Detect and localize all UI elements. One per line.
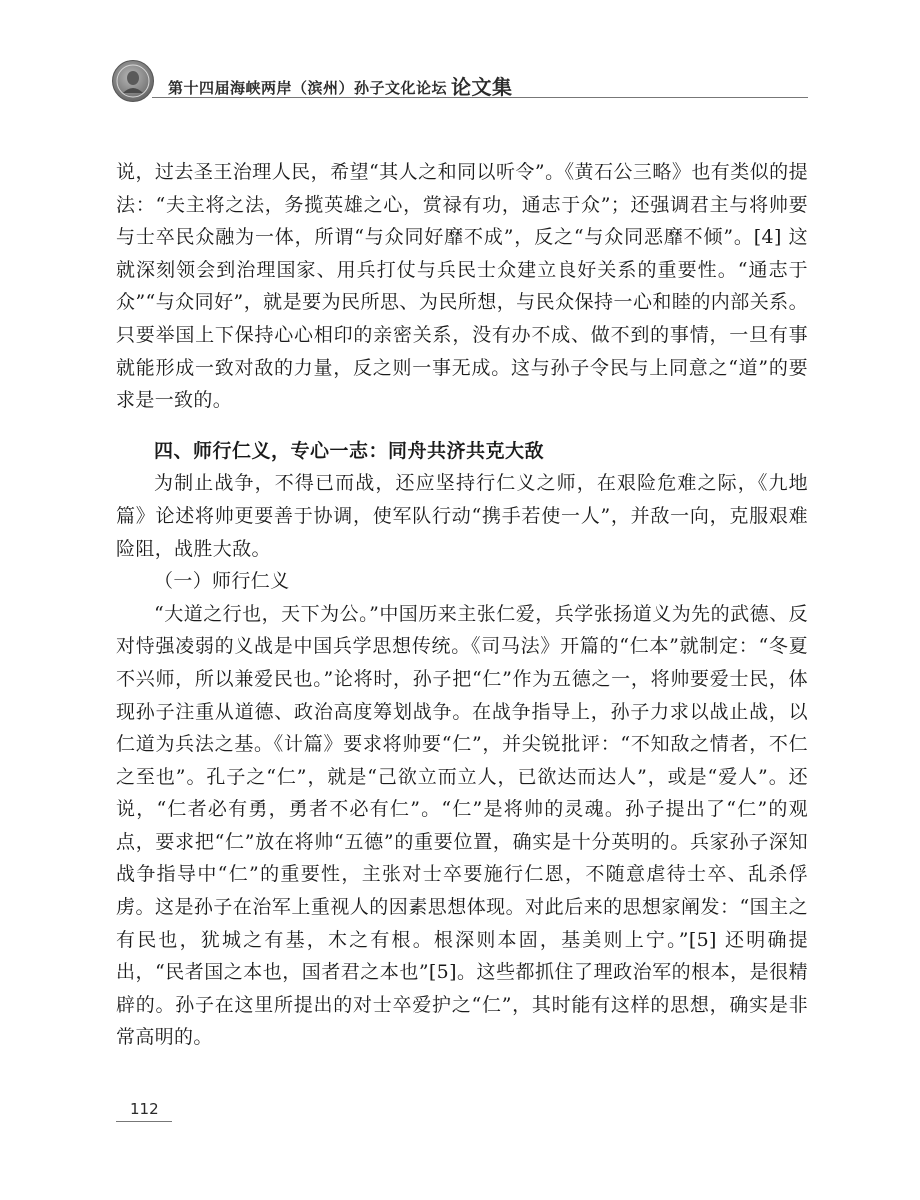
footer-divider bbox=[116, 1121, 172, 1122]
header-title-text: 第十四届海峡两岸（滨州）孙子文化论坛 bbox=[168, 79, 448, 97]
header-divider bbox=[152, 97, 808, 98]
page-body bbox=[116, 156, 808, 1054]
section-heading: 四、师行仁义，专心一志：同舟共济共克大敌 bbox=[154, 439, 545, 462]
header-title bbox=[168, 70, 513, 99]
paragraph-intro: 为制止战争，不得已而战，还应坚持行仁义之师，在艰险危难之际，《九地篇》论述将帅更要善于协调，使军队行动“携手若使一人”，并敌一向，克服艰难险阻，战胜大敌。 bbox=[116, 472, 808, 560]
forum-logo-icon bbox=[112, 60, 154, 102]
subsection-heading: （一）师行仁义 bbox=[154, 570, 290, 593]
paragraph-main: “大道之行也，天下为公。”中国历来主张仁爱，兵学张扬道义为先的武德、反对恃强凌弱的义战是中国兵学思想传统。《司马法》开篇的“仁本”就制定：“冬夏不兴师，所以兼爱民也。”论将时，孙子把“仁”作为五德之一，将帅要爱士民，体现孙子注重从道德、政治高度筹划战争。在战争指导上，孙子力求以战止战，以仁道为兵法之基。《计篇》要求将帅要“仁”，并尖锐批评：“不知敌之情者，不仁之至也”。孔子之“仁”，就是“己欲立而立人，已欲达而达人”，或是“爱人”。还说，“仁者必有勇，勇者不必有仁”。“仁”是将帅的灵魂。孙子提出了“仁”的观点，要求把“仁”放在将帅“五德”的重要位置，确实是十分英明的。兵家孙子深知战争指导中“仁”的重要性，主张对士卒要施行仁恩，不随意虐待士卒、乱杀俘虏。这是孙子在治军上重视人的因素思想体现。对此后来的思想家阐发：“国主之有民也，犹城之有基，木之有根。根深则本固，基美则上宁。”[5] 还明确提出，“民者国之本也，国者君之本也”[5]。这些都抓住了理政治军的根本，是很精辟的。孙子在这里所提出的对士卒爱护之“仁”，其时能有这样的思想，确实是非常高明的。 bbox=[116, 602, 808, 1049]
header-title-emphasis: 论文集 bbox=[451, 75, 513, 99]
page-footer bbox=[116, 1100, 176, 1122]
page-number: 112 bbox=[130, 1100, 159, 1118]
paragraph-continued: 说，过去圣王治理人民，希望“其人之和同以听令”。《黄石公三略》也有类似的提法：“夫主将之法，务揽英雄之心，赏禄有功，通志于众”；还强调君主与将帅要与士卒民众融为一体，所谓“与众同好靡不成”，反之“与众同恶靡不倾”。[4] 这就深刻领会到治理国家、用兵打仗与兵民士众建立良好关系的重要性。“通志于众”“与众同好”，就是要为民所思、为民所想，与民众保持一心和睦的内部关系。只要举国上下保持心心相印的亲密关系，没有办不成、做不到的事情，一旦有事就能形成一致对敌的力量，反之则一事无成。这与孙子令民与上同意之“道”的要求是一致的。 bbox=[116, 161, 808, 412]
running-header bbox=[112, 60, 808, 102]
